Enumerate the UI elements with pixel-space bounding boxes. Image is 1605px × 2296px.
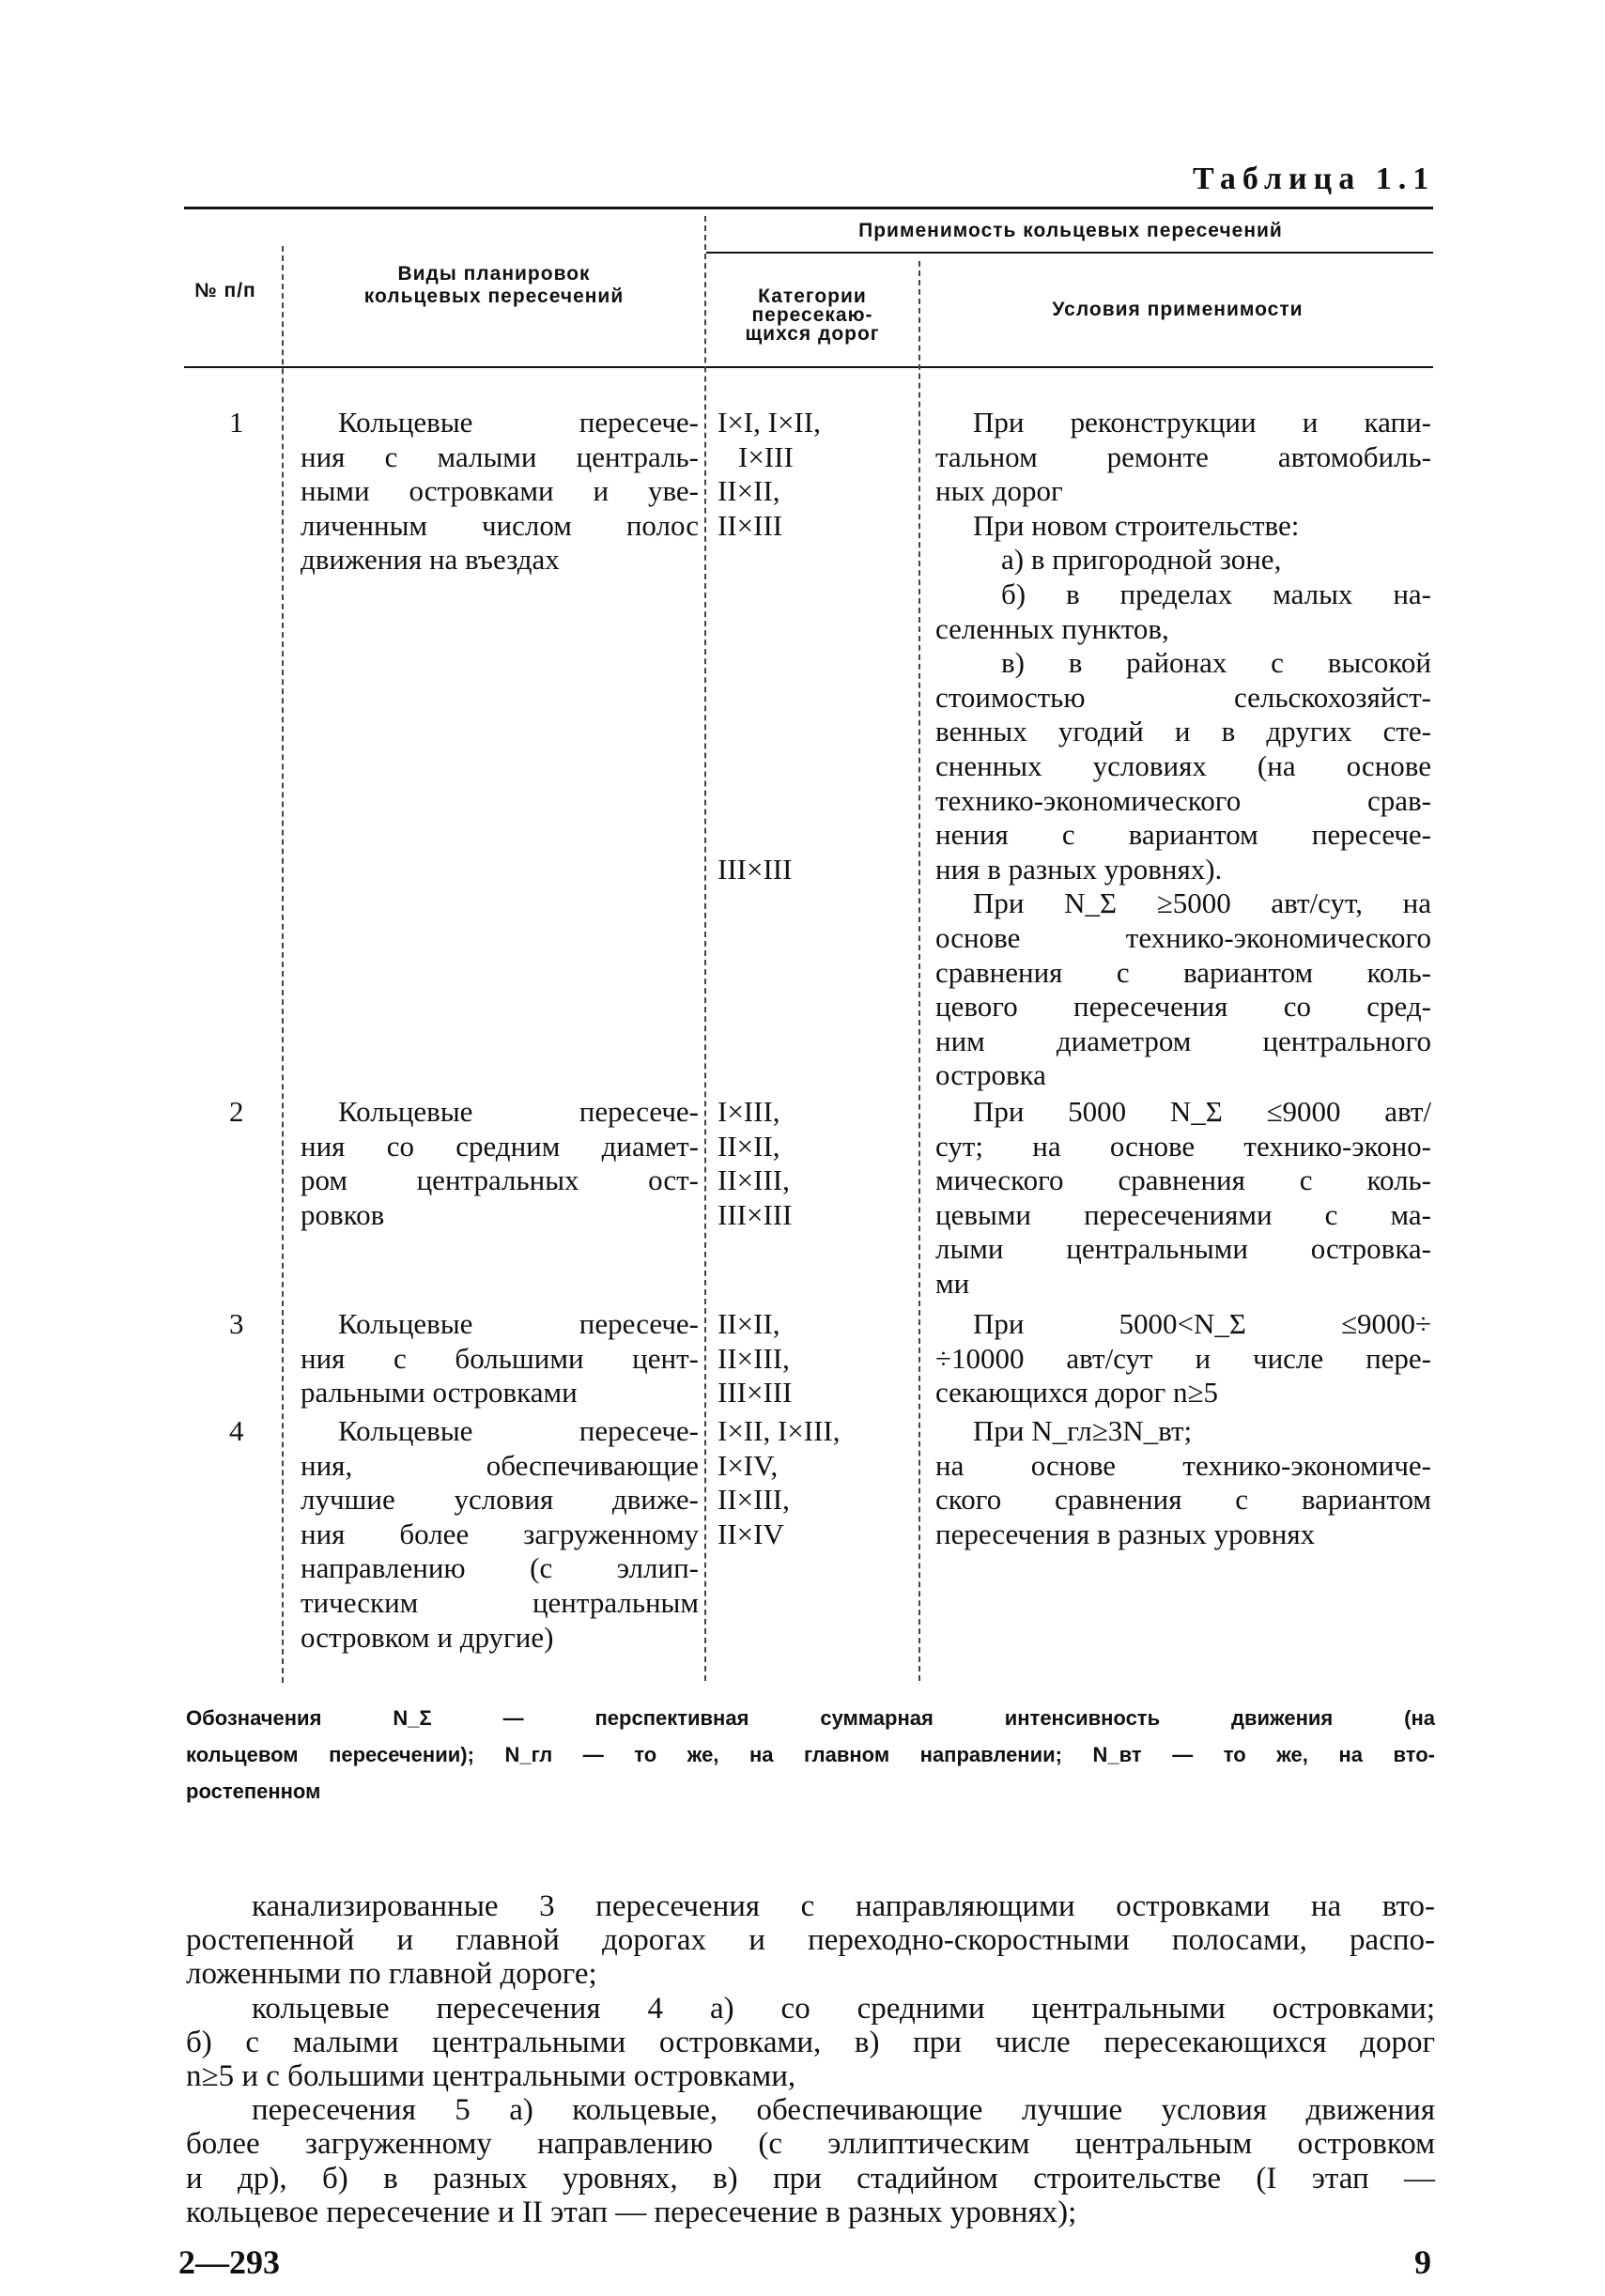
row-condition-line: б) в пределах малых на-: [1001, 577, 1431, 610]
row-category: I×I, I×II,: [718, 406, 821, 439]
row-categories: [718, 1307, 915, 1410]
body-line: кольцевые пересечения 4 а) со средними центральными островками;: [252, 1991, 1435, 2026]
column-divider-3: [918, 261, 920, 1681]
header-categories-line: Категории: [758, 285, 867, 307]
row-condition-line: При новом строительстве:: [973, 508, 1300, 542]
body-line: и др), б) в разных уровнях, в) при стадийном строительстве (I этап —: [186, 2161, 1435, 2196]
row-number: 4: [229, 1414, 244, 1447]
row-condition-line: а) в пригородной зоне,: [1001, 543, 1282, 577]
body-line: кольцевое пересечение и II этап — пересечение в разных уровнях);: [186, 2195, 1077, 2229]
row-type-line: ния с малыми централь-: [301, 439, 699, 473]
header-categories: [709, 287, 916, 344]
row-condition-line: ных дорог: [935, 474, 1063, 508]
row-conditions: [935, 1307, 1431, 1410]
row-categories: [718, 1095, 915, 1232]
row-condition-line: ним диаметром центрального: [935, 1024, 1431, 1057]
table-notes: [186, 1700, 1435, 1810]
row-condition-line: основе технико-экономического: [935, 920, 1431, 954]
row-category: II×II,: [718, 474, 780, 508]
body-line: более загруженному направлению (с эллиптическим центральным островком: [186, 2127, 1435, 2162]
row-conditions: [935, 406, 1431, 1093]
row-condition-line: стоимостью сельскохозяйст-: [935, 680, 1431, 714]
row-condition-line: ского сравнения с вариантом: [935, 1483, 1431, 1517]
row-type-line: Кольцевые пересече-: [338, 1414, 699, 1447]
row-category: II×III: [718, 508, 783, 542]
row-type: [301, 1307, 699, 1410]
note-line: Обозначения N_Σ — перспективная суммарная интенсивность движения (на: [186, 1706, 1435, 1730]
body-line: n≥5 и с большими центральными островками,: [186, 2058, 796, 2093]
row-condition-line: нения с вариантом пересече-: [935, 818, 1431, 852]
row-number: 2: [229, 1095, 244, 1128]
row-category: III×III: [718, 1376, 793, 1410]
row-condition-line: цевыми пересечениями с ма-: [935, 1197, 1431, 1231]
row-type: [301, 1095, 699, 1232]
header-categories-line: пересекаю-: [751, 304, 873, 326]
row-condition-line: венных угодий и в других сте-: [935, 715, 1431, 748]
row-categories-extra: [718, 853, 915, 887]
row-type-line: ния с большими цент-: [301, 1341, 699, 1375]
row-condition-line: сравнения с вариантом коль-: [935, 955, 1431, 989]
row-category: I×III,: [718, 1095, 780, 1128]
row-condition-line: ми: [935, 1266, 970, 1300]
row-type: [301, 1414, 699, 1655]
row-number: 3: [229, 1307, 244, 1340]
row-condition-line: сненных условиях (на основе: [935, 748, 1431, 782]
row-number: 1: [229, 406, 244, 439]
row-condition-line: секающихся дорог n≥5: [935, 1376, 1218, 1410]
row-type-line: Кольцевые пересече-: [338, 1095, 699, 1128]
row-condition-line: цевого пересечения со сред-: [935, 990, 1431, 1024]
row-condition-line: При N_гл≥3N_вт;: [973, 1414, 1193, 1447]
row-condition-line: ÷10000 авт/сут и числе пере-: [935, 1341, 1431, 1375]
row-conditions: [935, 1414, 1431, 1551]
row-type-line: островком и другие): [301, 1620, 554, 1654]
row-type-line: тическим центральным: [301, 1585, 699, 1619]
row-condition-line: сут; на основе технико-эконо-: [935, 1129, 1431, 1163]
row-category: II×III,: [718, 1341, 790, 1375]
header-group: Применимость кольцевых пересечений: [858, 220, 1283, 241]
row-category: I×III: [738, 439, 794, 473]
row-type-line: ровков: [301, 1197, 385, 1231]
row-category: II×IV: [718, 1517, 784, 1550]
row-condition-line: ния в разных уровнях).: [935, 852, 1223, 886]
row-condition-line: мического сравнения с коль-: [935, 1163, 1431, 1197]
row-condition-line: При 5000 N_Σ ≤9000 авт/: [973, 1095, 1431, 1128]
body-line: ложенными по главной дороге;: [186, 1957, 597, 1992]
row-type-line: ния со средним диамет-: [301, 1129, 699, 1163]
row-type-line: ния, обеспечивающие: [301, 1448, 699, 1482]
header-types-line: кольцевых пересечений: [363, 285, 625, 307]
row-type-line: ными островками и уве-: [301, 474, 699, 508]
table-top-rule: [184, 207, 1433, 209]
row-condition-line: лыми центральными островка-: [935, 1232, 1431, 1266]
row-condition-line: островка: [935, 1058, 1046, 1092]
page-number: 9: [1414, 2243, 1431, 2281]
column-divider-2: [704, 216, 706, 1681]
row-type-line: лучшие условия движе-: [301, 1483, 699, 1517]
row-conditions: [935, 1095, 1431, 1302]
row-type-line: направлению (с эллип-: [301, 1551, 699, 1585]
row-type-line: Кольцевые пересече-: [338, 406, 699, 439]
row-categories: [718, 1414, 915, 1551]
row-category: III×III: [718, 853, 793, 886]
body-text: [186, 1889, 1435, 2229]
row-type-line: Кольцевые пересече-: [338, 1307, 699, 1340]
header-num: № п/п: [194, 280, 256, 301]
row-type-line: личенным числом полос: [301, 508, 699, 542]
footer-signature: 2—293: [178, 2243, 280, 2281]
row-type-line: ральными островками: [301, 1376, 578, 1410]
row-category: III×III: [718, 1197, 793, 1231]
row-category: I×IV,: [718, 1448, 779, 1482]
row-condition-line: технико-экономического срав-: [935, 783, 1431, 817]
body-line: б) с малыми центральными островками, в) при числе пересекающихся дорог: [186, 2025, 1435, 2059]
row-categories: [718, 406, 915, 543]
body-line: пересечения 5 а) кольцевые, обеспечивающие лучшие условия движения: [252, 2093, 1435, 2128]
note-line: кольцевом пересечении); N_гл — то же, на главном направлении; N_вт — то же, на вто-: [186, 1743, 1435, 1766]
body-line: ростепенной и главной дорогах и переходно-скоростными полосами, распо-: [186, 1923, 1435, 1958]
header-types-line: Виды планировок: [397, 263, 591, 285]
row-condition-line: тальном ремонте автомобиль-: [935, 439, 1431, 473]
row-condition-line: При реконструкции и капи-: [973, 406, 1431, 439]
body-line: канализированные 3 пересечения с направляющими островками на вто-: [252, 1889, 1435, 1923]
row-category: II×III,: [718, 1483, 790, 1517]
row-condition-line: селенных пунктов,: [935, 611, 1169, 645]
table-title: Таблица 1.1: [1193, 162, 1436, 196]
note-line: ростепенном: [186, 1780, 321, 1803]
row-condition-line: на основе технико-экономиче-: [935, 1448, 1431, 1482]
row-type-line: ром центральных ост-: [301, 1163, 699, 1197]
header-bottom-rule: [184, 366, 1433, 368]
row-type: [301, 406, 699, 578]
header-conditions: Условия применимости: [1052, 299, 1304, 320]
row-condition-line: пересечения в разных уровнях: [935, 1517, 1316, 1550]
row-category: I×II, I×III,: [718, 1414, 841, 1447]
row-category: II×II,: [718, 1307, 780, 1340]
row-condition-line: При N_Σ ≥5000 авт/сут, на: [973, 886, 1431, 920]
column-divider-1: [282, 246, 284, 1683]
row-condition-line: При 5000<N_Σ ≤9000÷: [973, 1307, 1431, 1340]
header-categories-line: щихся дорог: [745, 323, 880, 345]
row-condition-line: в) в районах с высокой: [1001, 646, 1431, 680]
row-type-line: ния более загруженному: [301, 1517, 699, 1550]
row-category: II×III,: [718, 1163, 790, 1197]
header-types: [287, 263, 701, 308]
row-category: II×II,: [718, 1129, 780, 1163]
group-header-rule: [706, 252, 1433, 254]
row-type-line: движения на въездах: [301, 543, 560, 577]
